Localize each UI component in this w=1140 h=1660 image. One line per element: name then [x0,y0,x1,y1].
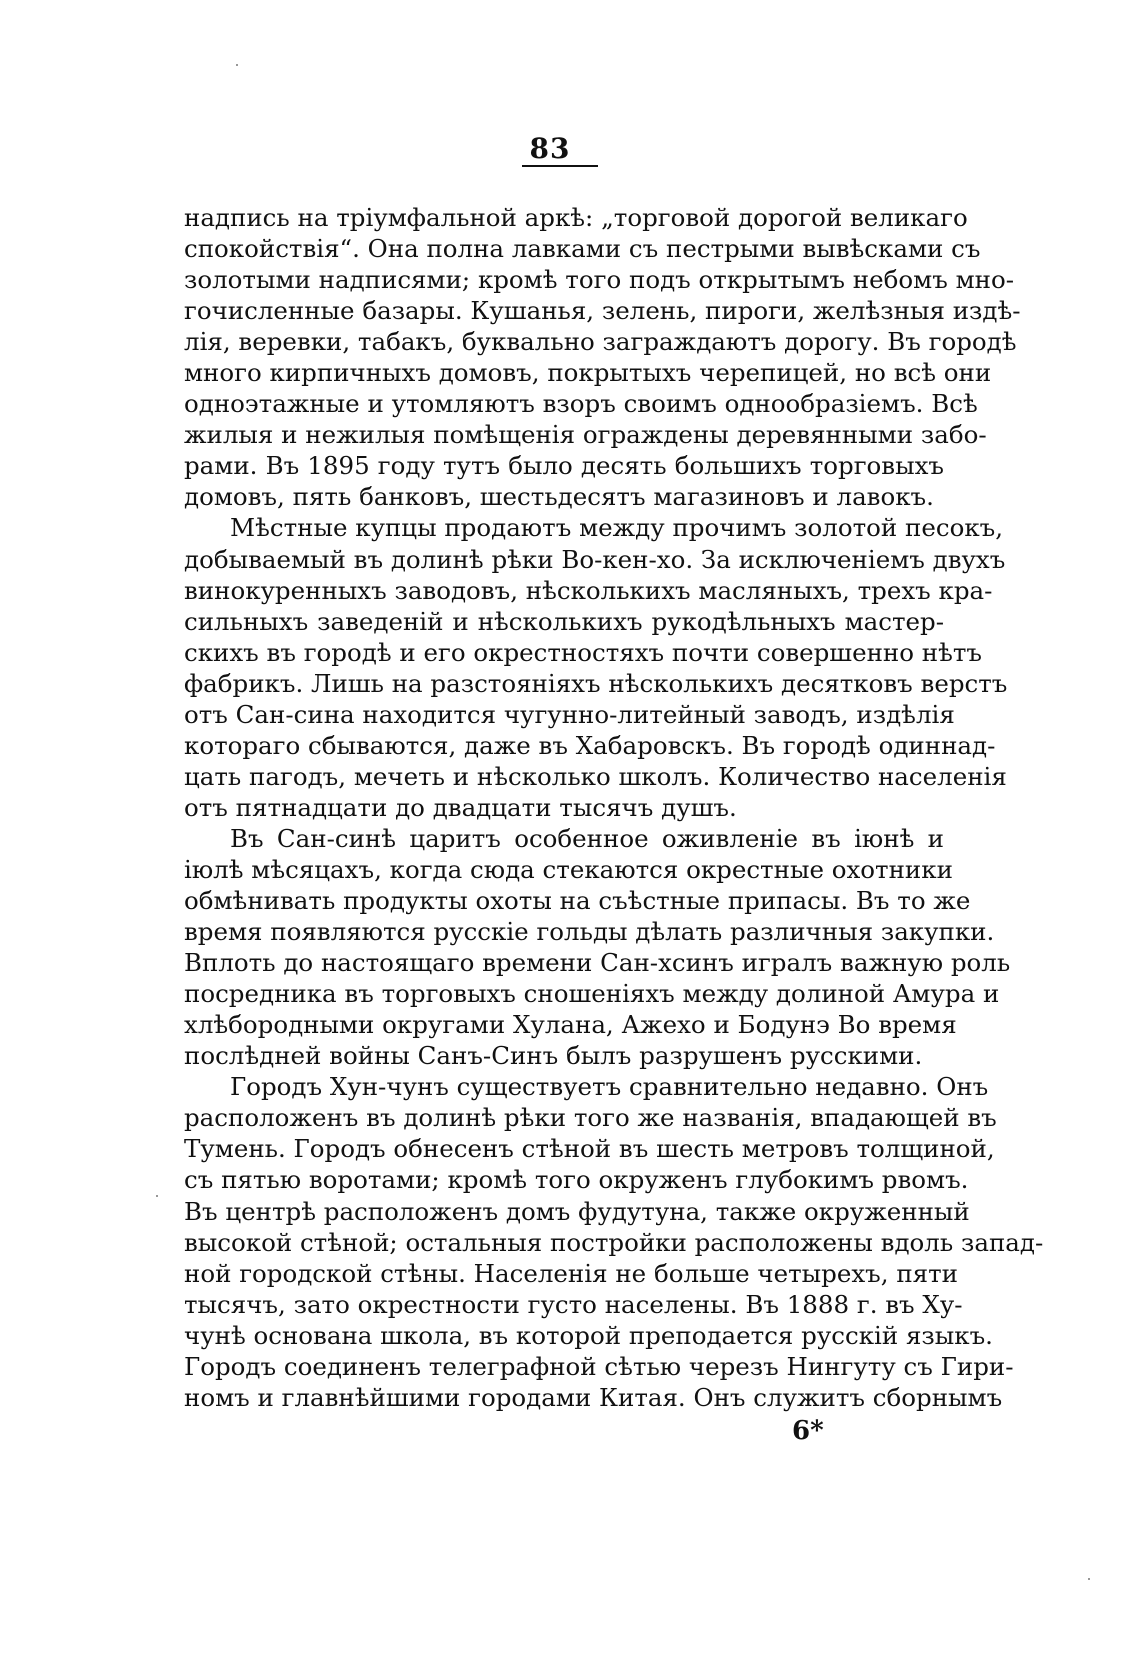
text-line: надпись на тріумфальной аркѣ: „торговой дорогой великаго [184,203,968,232]
text-line: рами. Въ 1895 году тутъ было десять большихъ торговыхъ [184,451,944,481]
text-line: гочисленные базары. Кушанья, зелень, пироги, желѣзныя издѣ- [184,296,1021,326]
text-line: отъ пятнадцати до двадцати тысячъ душъ. [184,792,737,822]
paragraph-first-line: Въ Сан-синѣ царитъ особенное оживленіе въ іюнѣ и [230,823,944,853]
text-line: расположенъ въ долинѣ рѣки того же названія, впадающей въ [184,1103,997,1133]
scan-speck [1088,1578,1090,1580]
text-line: фабрикъ. Лишь на разстояніяхъ нѣсколькихъ десятковъ верстъ [184,668,1008,698]
page-number-rule [522,165,598,167]
text-line: спокойствія“. Она полна лавками съ пестрыми вывѣсками съ [184,234,981,264]
text-line: винокуренныхъ заводовъ, нѣсколькихъ масляныхъ, трехъ кра- [184,575,993,605]
text-line: Въ центрѣ расположенъ домъ фудутуна, также окруженный [184,1196,970,1226]
text-line: котораго сбываются, даже въ Хабаровскъ. Въ городѣ одиннад- [184,730,996,760]
text-line: жилыя и нежилыя помѣщенія ограждены деревянными забо- [184,420,987,450]
text-line: золотыми надписями; кромѣ того подъ открытымъ небомъ мно- [184,265,1014,295]
text-line: обмѣнивать продукты охоты на съѣстные припасы. Въ то же [184,886,971,916]
text-line: послѣдней войны Санъ-Синъ былъ разрушенъ русскими. [184,1041,923,1071]
signature-mark: 6* [792,1416,824,1446]
text-line: съ пятью воротами; кромѣ того окруженъ глубокимъ рвомъ. [184,1165,969,1195]
text-line: Городъ соединенъ телеграфной сѣтью черезъ Нингуту съ Гири- [184,1351,1014,1381]
text-line: номъ и главнѣйшими городами Китая. Онъ служитъ сборнымъ [184,1382,1003,1412]
text-line: чунѣ основана школа, въ которой преподается русскій языкъ. [184,1320,993,1350]
body-text [184,202,1044,1413]
text-line: добываемый въ долинѣ рѣки Во-кен-хо. За исключеніемъ двухъ [184,544,1006,574]
text-line: іюлѣ мѣсяцахъ, когда сюда стекаются окрестные охотники [184,854,953,884]
text-line: Тумень. Городъ обнесенъ стѣной въ шесть метровъ толщиной, [184,1134,995,1164]
text-line: хлѣбородными округами Хулана, Ажехо и Бодунэ Во время [184,1010,957,1040]
text-line: Вплоть до настоящаго времени Сан-хсинъ игралъ важную роль [184,948,1011,978]
text-line: тысячъ, зато окрестности густо населены. Въ 1888 г. въ Ху- [184,1289,963,1319]
text-line: высокой стѣной; остальныя постройки расположены вдоль запад- [184,1227,1044,1257]
scan-speck [236,64,238,66]
text-line: одноэтажные и утомляютъ взоръ своимъ однообразіемъ. Всѣ [184,389,978,419]
text-line: время появляются русскіе гольды дѣлать различныя закупки. [184,917,995,947]
page-number: 83 [529,132,571,165]
text-line: скихъ въ городѣ и его окрестностяхъ почти совершенно нѣтъ [184,637,983,667]
text-line: лія, веревки, табакъ, буквально заграждаютъ дорогу. Въ городѣ [184,327,1017,357]
text-line: цать пагодъ, мечеть и нѣсколько школъ. Количество населенія [184,761,1007,791]
scan-speck [156,1195,158,1197]
text-line: отъ Сан-сина находится чугунно-литейный заводъ, издѣлія [184,699,955,729]
paragraph-first-line: Городъ Хун-чунъ существуетъ сравнительно недавно. Онъ [230,1072,989,1102]
text-line: ной городской стѣны. Населенія не больше четырехъ, пяти [184,1258,958,1288]
text-line: сильныхъ заведеній и нѣсколькихъ рукодѣльныхъ мастер- [184,606,944,636]
paragraph-first-line: Мѣстные купцы продаютъ между прочимъ золотой песокъ, [230,513,1004,543]
text-line: посредника въ торговыхъ сношеніяхъ между долиной Амура и [184,979,1000,1009]
text-line: много кирпичныхъ домовъ, покрытыхъ черепицей, но всѣ они [184,358,992,388]
text-line: домовъ, пять банковъ, шестьдесятъ магазиновъ и лавокъ. [184,482,934,512]
